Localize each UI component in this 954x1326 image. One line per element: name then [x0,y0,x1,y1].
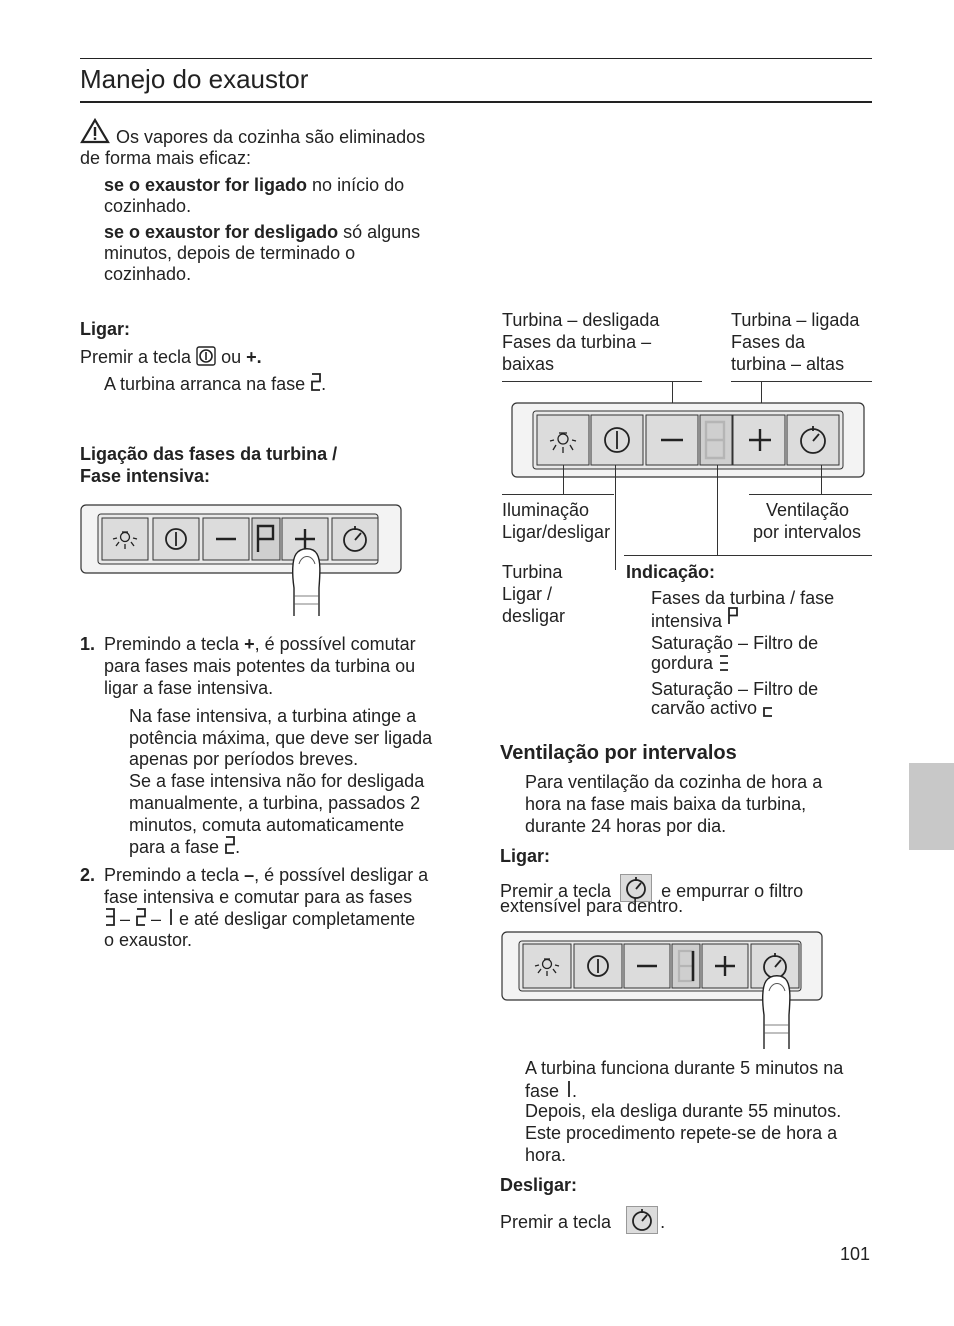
ligar-line1-a: Premir a tecla [80,347,192,367]
grease-filter-symbol-icon [718,654,729,672]
control-panel-1 [80,504,402,616]
note-line7: para a fase . [129,837,241,857]
label-turbina-ligada: Turbina – ligada [731,310,860,330]
step1-line3: ligar a fase intensiva. [104,678,274,698]
intro-item-1 [104,175,404,197]
step2-minus: – [244,865,255,885]
step1-line1 [104,634,416,656]
intervalos-p3: durante 24 horas por dia. [525,816,727,836]
desligar-line1: Premir a tecla . [500,1206,665,1234]
note-line2: potência máxima, que deve ser ligada [129,728,433,748]
note-line4: Se a fase intensiva não for desligada [129,771,425,791]
leader-line [731,381,872,382]
label-turbina: Turbina [502,562,563,582]
label-ventilacao: Ventilação [766,500,850,520]
resultado-line2: fase . [525,1081,578,1101]
label-baixas: baixas [502,354,555,374]
control-panel-3 [501,931,823,1049]
label-fases-da: Fases da [731,332,806,352]
leader-line [624,555,872,556]
intro-item-2-rest: só alguns [338,222,421,242]
label-por-intervalos: por intervalos [753,522,862,542]
label-turbina-desligada: Turbina – desligada [502,310,660,330]
digit-1-icon [166,908,174,926]
digit-2-icon [224,836,235,854]
label-turbina-altas: turbina – altas [731,354,845,374]
ind2-line1: Saturação – Filtro de [651,633,819,653]
intervalos-ligar-b: e empurrar o filtro [661,881,804,901]
ind3-line2 [651,698,773,720]
ligar-heading: Ligar: [80,319,131,339]
intervalos-ligar-heading: Ligar: [500,846,551,866]
section-thumb-tab [909,763,954,850]
step1-plus: + [244,634,255,654]
ligar-line2: A turbina arranca na fase . [104,374,327,394]
leader-line [563,465,564,494]
ind1-line2 [651,607,738,633]
resultado-fase: fase [525,1081,560,1101]
intervalos-heading: Ventilação por intervalos [500,742,737,764]
page-number: 101 [840,1244,871,1264]
note-line3: apenas por períodos breves. [129,749,359,769]
intervalos-ligar-a: Premir a tecla [500,881,612,901]
step1-a: Premindo a tecla [104,634,245,654]
intro-item-2-bold: se o exaustor for desligado [104,222,339,242]
leader-line [717,465,718,555]
intro-item-2 [104,222,420,244]
ind2-line2 [651,653,729,675]
leader-line [615,465,616,570]
note-line6: minutos, comuta automaticamente [129,815,405,835]
fases-heading-1: Ligação das fases da turbina / [80,444,338,464]
top-rule [80,58,872,59]
sep-1: – [115,909,136,929]
page-title: Manejo do exaustor [80,64,309,94]
resultado-line1: A turbina funciona durante 5 minutos na [525,1058,844,1078]
ligar-line1 [80,346,262,369]
intro-item-2-line2: minutos, depois de terminado o [104,243,356,263]
sep-2: – [146,909,167,929]
ligar-plus: +. [246,347,262,367]
label-fases-baixas: Fases da turbina – [502,332,652,352]
note-line1: Na fase intensiva, a turbina atinge a [129,706,417,726]
intervalos-ligar-line2: extensível para dentro. [500,896,684,916]
ind3-line2-text: carvão activo [651,698,758,718]
intro-item-1-rest: no início do [307,175,405,195]
fases-heading-2: Fase intensiva: [80,466,211,486]
note-line7-text: para a fase [129,837,220,857]
step1-line2: para fases mais potentes da turbina ou [104,656,416,676]
step2-l3-end: e até desligar completamente [174,909,416,929]
timer-key-icon [626,1206,658,1234]
step2-line2: fase intensiva e comutar para as fases [104,887,413,907]
leader-line [749,494,872,495]
digit-1-icon [564,1080,572,1098]
desligar-text: Premir a tecla [500,1212,612,1232]
step2-number: 2. [80,865,96,885]
ligar-line2-text: A turbina arranca na fase [104,374,306,394]
ind3-line1: Saturação – Filtro de [651,679,819,699]
carbon-filter-symbol-icon [762,699,773,717]
digit-2-icon [135,908,146,926]
warning-text: Os vapores da cozinha são eliminados [116,127,426,147]
label-ligar-desligar: Ligar/desligar [502,522,611,542]
resultado-line5: hora. [525,1145,567,1165]
intro-item-1-bold: se o exaustor for ligado [104,175,308,195]
label-ligar: Ligar / [502,584,553,604]
label-desligar: desligar [502,606,566,626]
resultado-line3: Depois, ela desliga durante 55 minutos. [525,1101,842,1121]
step2-line3 [104,908,415,931]
step1-number: 1. [80,634,96,654]
ligar-line1-b: ou [221,347,242,367]
intro-item-1-line2: cozinhado. [104,196,192,216]
leader-line [502,494,614,495]
digit-p-icon [727,607,738,625]
intro-item-2-line3: cozinhado. [104,264,192,284]
step1-b: , é possível comutar [254,634,416,654]
ind1-line1: Fases da turbina / fase [651,588,835,608]
intervalos-p2: hora na fase mais baixa da turbina, [525,794,807,814]
power-key-icon [196,346,216,366]
ind1-line2-text: intensiva [651,611,723,631]
digit-3-icon [104,908,115,926]
warning-icon [80,118,110,144]
step2-b: , é possível desligar a [254,865,429,885]
note-line5: manualmente, a turbina, passados 2 [129,793,421,813]
digit-2-icon [310,373,321,391]
leader-line [821,465,822,494]
step2-a: Premindo a tecla [104,865,245,885]
intervalos-p1: Para ventilação da cozinha de hora a [525,772,823,792]
label-iluminacao: Iluminação [502,500,590,520]
warning-text-2: de forma mais eficaz: [80,148,252,168]
desligar-heading: Desligar: [500,1175,578,1195]
resultado-line4: Este procedimento repete-se de hora a [525,1123,838,1143]
control-panel-diagram [511,402,865,478]
title-rule [80,101,872,103]
indicacao-heading: Indicação: [626,562,716,582]
step2-line1 [104,865,428,887]
ind2-line2-text: gordura [651,653,714,673]
step2-line4: o exaustor. [104,930,193,950]
